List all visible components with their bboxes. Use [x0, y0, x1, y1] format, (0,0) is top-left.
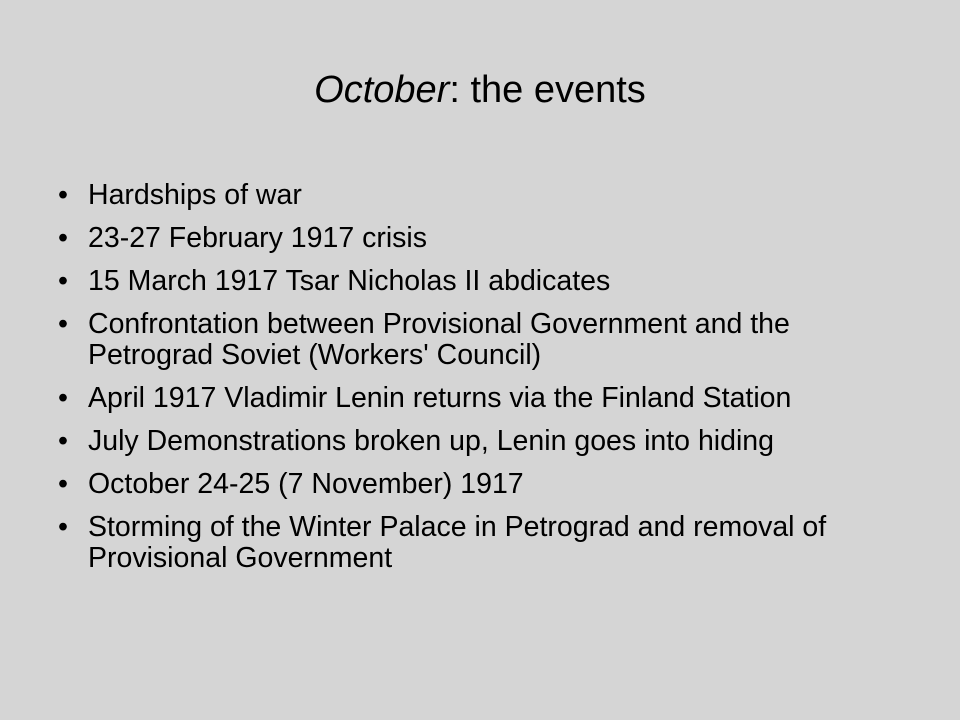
slide-title	[0, 68, 960, 112]
bullet-text: 23-27 February 1917 crisis	[88, 222, 427, 254]
bullet-item	[58, 383, 908, 414]
slide-title-italic: October	[314, 69, 450, 111]
bullet-item	[58, 266, 908, 297]
bullet-dot-icon: •	[58, 511, 68, 543]
bullet-text: October 24-25 (7 November) 1917	[88, 468, 524, 500]
bullet-item	[58, 180, 908, 211]
bullet-text: April 1917 Vladimir Lenin returns via the Finland Station	[88, 382, 792, 414]
bullet-dot-icon: •	[58, 265, 68, 297]
bullet-dot-icon: •	[58, 308, 68, 340]
bullet-text: July Demonstrations broken up, Lenin goes into hiding	[88, 425, 775, 457]
bullet-dot-icon: •	[58, 382, 68, 414]
bullet-dot-icon: •	[58, 179, 68, 211]
bullet-dot-icon: •	[58, 222, 68, 254]
bullet-text: Storming of the Winter Palace in Petrograd and removal of Provisional Government	[88, 511, 827, 574]
bullet-item	[58, 512, 908, 574]
bullet-item	[58, 309, 908, 371]
bullet-item	[58, 223, 908, 254]
bullet-item	[58, 426, 908, 457]
bullet-text: Confrontation between Provisional Government and the Petrograd Soviet (Workers' Council)	[88, 308, 790, 371]
slide-title-rest: : the events	[449, 69, 646, 111]
bullet-item	[58, 469, 908, 500]
bullet-list	[58, 180, 908, 586]
bullet-text: Hardships of war	[88, 179, 302, 211]
bullet-dot-icon: •	[58, 425, 68, 457]
bullet-text: 15 March 1917 Tsar Nicholas II abdicates	[88, 265, 611, 297]
bullet-dot-icon: •	[58, 468, 68, 500]
